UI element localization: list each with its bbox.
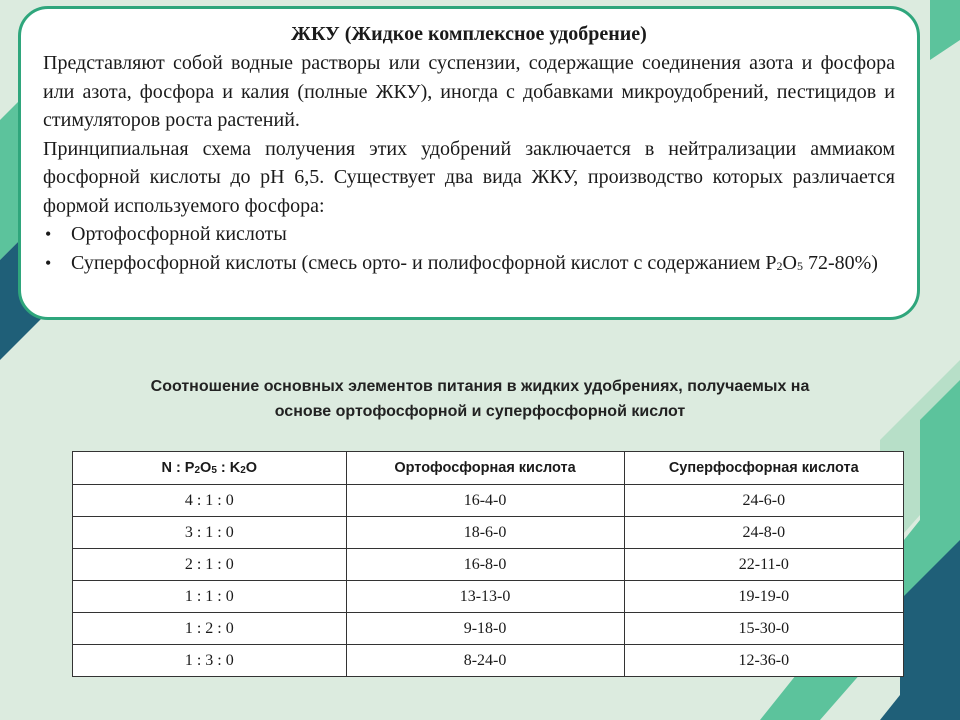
cell-super: 24-8-0 <box>624 517 903 549</box>
table-caption-line1: Соотношение основных элементов питания в жидких удобрениях, получаемых на <box>150 378 810 395</box>
table-row <box>73 549 904 581</box>
nutrient-ratio-table <box>72 451 904 677</box>
cell-ratio: 1 : 2 : 0 <box>73 613 347 645</box>
bullet-item-ortho <box>43 220 895 249</box>
cell-ortho: 16-8-0 <box>346 549 624 581</box>
table-caption-line2: основе ортофосфорной и суперфосфорной кислот <box>274 403 686 420</box>
info-card <box>18 6 920 320</box>
cell-ortho: 9-18-0 <box>346 613 624 645</box>
bullet-list <box>43 220 895 280</box>
paragraph-scheme: Принципиальная схема получения этих удобрений заключается в нейтрализации аммиаком фосфорной кислоты до pH 6,5. Существует два вида ЖКУ, производство которых различается формой используемого фосфора: <box>43 137 895 217</box>
bullet-icon: • <box>45 224 52 244</box>
bullet-tail: 72-80%) <box>802 251 878 274</box>
cell-ratio: 3 : 1 : 0 <box>73 517 347 549</box>
bullet-label: Суперфосфорной кислоты (смесь орто- и полифосфорной кислот с содержанием <box>71 251 766 274</box>
cell-super: 22-11-0 <box>624 549 903 581</box>
bullet-item-super <box>43 249 895 281</box>
cell-super: 19-19-0 <box>624 581 903 613</box>
cell-ortho: 16-4-0 <box>346 485 624 517</box>
table-row <box>73 581 904 613</box>
table-row <box>73 613 904 645</box>
cell-ratio: 1 : 1 : 0 <box>73 581 347 613</box>
cell-ratio: 1 : 3 : 0 <box>73 645 347 677</box>
table-caption <box>40 374 920 424</box>
card-title: ЖКУ (Жидкое комплексное удобрение) <box>291 23 647 45</box>
cell-super: 15-30-0 <box>624 613 903 645</box>
formula-p: P <box>765 251 777 274</box>
formula-sub: 5 <box>796 258 803 273</box>
header-super: Суперфосфорная кислота <box>624 452 903 485</box>
bullet-label: Ортофосфорной кислоты <box>71 223 287 245</box>
header-ortho: Ортофосфорная кислота <box>346 452 624 485</box>
cell-ortho: 18-6-0 <box>346 517 624 549</box>
formula-o: O <box>782 251 797 274</box>
cell-ratio: 2 : 1 : 0 <box>73 549 347 581</box>
cell-super: 24-6-0 <box>624 485 903 517</box>
header-ratio: N : P2O5 : K2O <box>73 452 347 485</box>
cell-ortho: 8-24-0 <box>346 645 624 677</box>
table-row <box>73 645 904 677</box>
formula-sub: 2 <box>776 258 783 273</box>
paragraph-description: Представляют собой водные растворы или суспензии, содержащие соединения азота и фосфора или азота, фосфора и калия (полные ЖКУ), иногда с добавками микроудобрений, пестицидов и стимуляторов роста растений. <box>43 52 895 131</box>
table-header-row <box>73 452 904 485</box>
right-stripe-top <box>930 0 960 60</box>
table-row <box>73 517 904 549</box>
bullet-icon: • <box>45 252 52 273</box>
cell-ratio: 4 : 1 : 0 <box>73 485 347 517</box>
table-row <box>73 485 904 517</box>
cell-ortho: 13-13-0 <box>346 581 624 613</box>
cell-super: 12-36-0 <box>624 645 903 677</box>
